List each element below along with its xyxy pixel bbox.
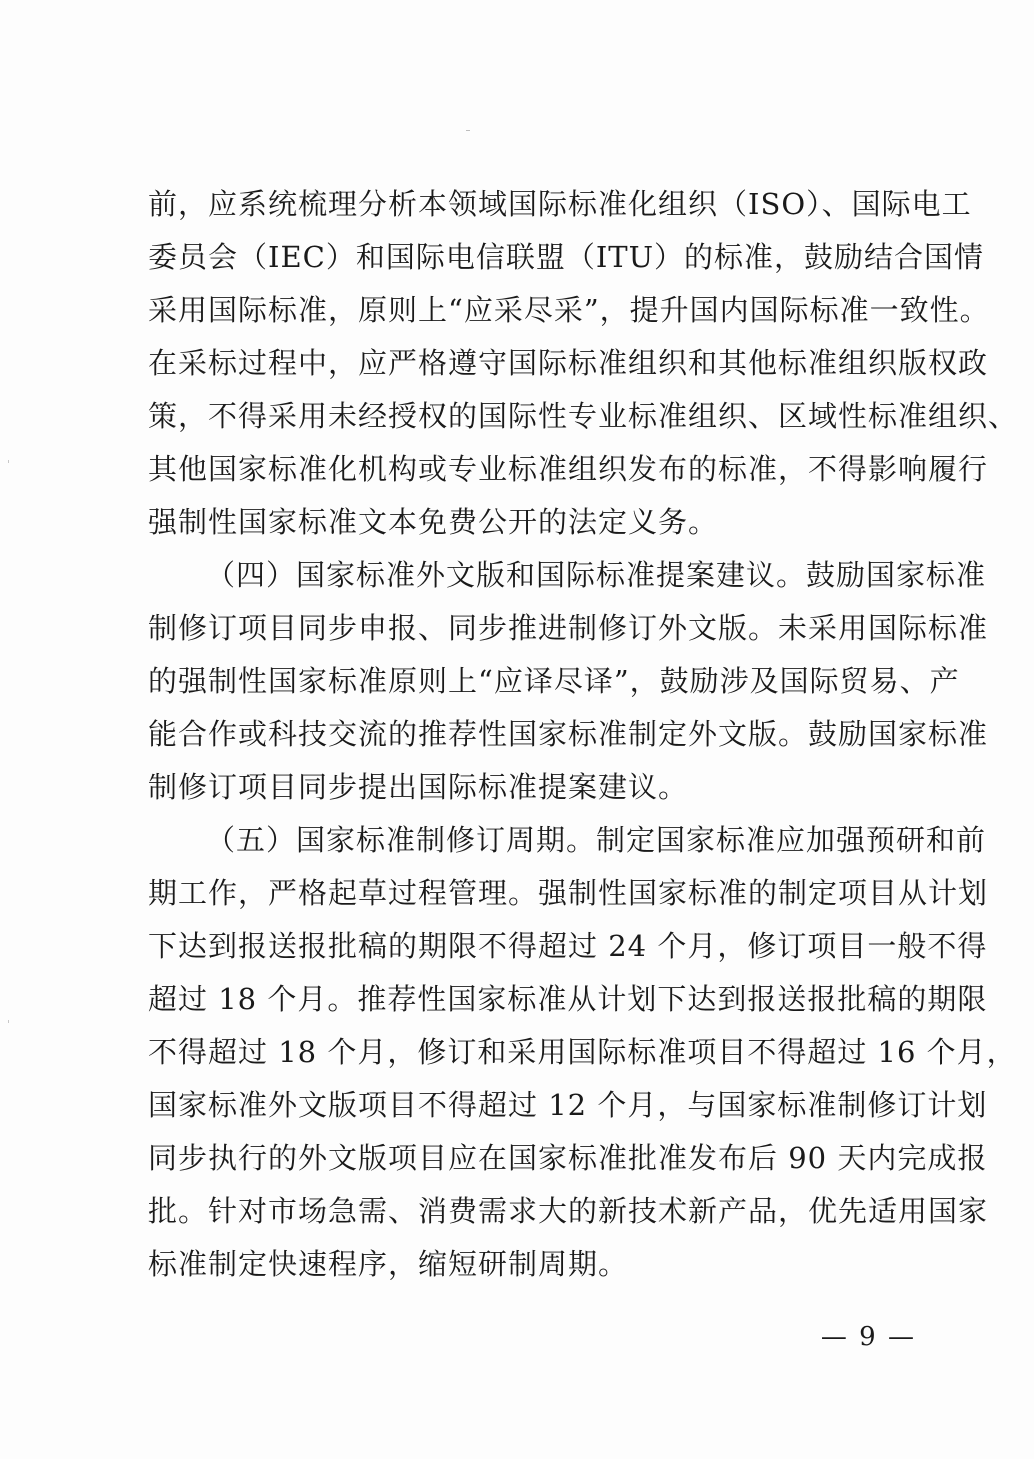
text-line: 下达到报送报批稿的期限不得超过 24 个月，修订项目一般不得 <box>148 929 988 963</box>
margin-mark <box>8 1020 9 1023</box>
text-line: 制修订项目同步申报、同步推进制修订外文版。未采用国际标准 <box>148 611 989 645</box>
text-line: 委员会（IEC）和国际电信联盟（ITU）的标准，鼓励结合国情 <box>148 240 985 274</box>
text-line: 策，不得采用未经授权的国际性专业标准组织、区域性标准组织、 <box>148 399 1019 433</box>
paragraph-heading-line: （五）国家标准制修订周期。制定国家标准应加强预研和前 <box>206 823 987 857</box>
text-line: 采用国际标准，原则上“应采尽采”，提升国内国际标准一致性。 <box>148 293 990 327</box>
text-line: 标准制定快速程序，缩短研制周期。 <box>148 1247 629 1281</box>
text-line: 国家标准外文版项目不得超过 12 个月，与国家标准制修订计划 <box>148 1088 988 1122</box>
text-line: 超过 18 个月。推荐性国家标准从计划下达到报送报批稿的期限 <box>148 982 988 1016</box>
text-line: 制修订项目同步提出国际标准提案建议。 <box>148 770 689 804</box>
text-line: 能合作或科技交流的推荐性国家标准制定外文版。鼓励国家标准 <box>148 717 989 751</box>
text-line: 强制性国家标准文本免费公开的法定义务。 <box>148 505 719 539</box>
text-line: 其他国家标准化机构或专业标准组织发布的标准，不得影响履行 <box>148 452 989 486</box>
text-line: 的强制性国家标准原则上“应译尽译”，鼓励涉及国际贸易、产 <box>148 664 960 698</box>
text-line: 不得超过 18 个月，修订和采用国际标准项目不得超过 16 个月， <box>148 1035 1017 1069</box>
scan-speck <box>466 130 470 131</box>
text-line: 期工作，严格起草过程管理。强制性国家标准的制定项目从计划 <box>148 876 989 910</box>
paragraph-heading-line: （四）国家标准外文版和国际标准提案建议。鼓励国家标准 <box>206 558 987 592</box>
text-line: 批。针对市场急需、消费需求大的新技术新产品，优先适用国家 <box>148 1194 989 1228</box>
body-text <box>148 178 1019 1291</box>
text-line: 在采标过程中，应严格遵守国际标准组织和其他标准组织版权政 <box>148 346 989 380</box>
text-line: 前，应系统梳理分析本领域国际标准化组织（ISO）、国际电工 <box>148 187 972 221</box>
page-number: — 9 — <box>820 1322 916 1352</box>
margin-mark <box>8 460 9 463</box>
text-line: 同步执行的外文版项目应在国家标准批准发布后 90 天内完成报 <box>148 1141 988 1175</box>
